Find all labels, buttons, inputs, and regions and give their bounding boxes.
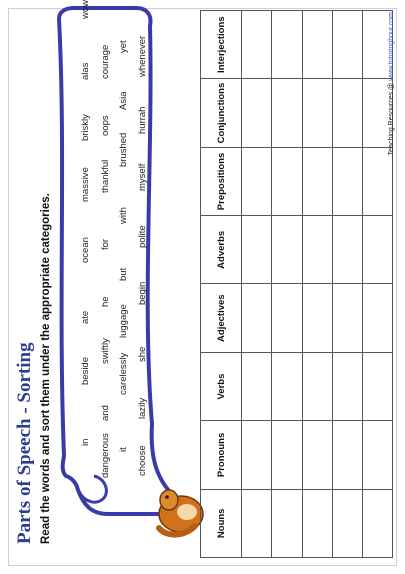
answer-cell[interactable] [332,79,362,147]
word-item: ate [80,310,91,324]
word-item: briskly [80,114,91,141]
answer-cell[interactable] [332,216,362,284]
word-item: ocean [80,237,91,263]
word-item: it [118,447,129,452]
table-header-row [201,11,242,558]
word-item: begin [137,281,148,305]
answer-cell[interactable] [242,147,272,215]
answer-cell[interactable] [332,284,362,352]
word-item: carelessly [118,352,129,395]
column-header: Interjections [201,11,242,79]
answer-cell[interactable] [272,11,302,79]
word-item: swiftly [100,338,111,364]
table-body [242,11,393,558]
word-item: dangerous [100,433,111,478]
word-item: thankful [100,159,111,193]
table-row [302,11,332,558]
footer-link[interactable]: www.tutoringhour.com [388,12,395,81]
answer-cell[interactable] [272,489,302,557]
answer-cell[interactable] [332,147,362,215]
word-item: brushed [118,132,129,167]
word-item: luggage [118,304,129,338]
footer [388,12,395,155]
answer-cell[interactable] [242,284,272,352]
word-item: wow [80,0,91,19]
word-item: beside [80,357,91,385]
answer-cell[interactable] [272,147,302,215]
answer-cell[interactable] [242,11,272,79]
column-header: Verbs [201,352,242,420]
word-item: alas [80,62,91,80]
column-header: Adjectives [201,284,242,352]
answer-cell[interactable] [332,11,362,79]
word-item: Asia [118,91,129,110]
answer-cell[interactable] [302,147,332,215]
sorting-table [200,10,393,558]
answer-cell[interactable] [272,284,302,352]
word-item: massive [80,167,91,202]
word-item: with [118,207,129,224]
answer-cell[interactable] [302,489,332,557]
answer-cell[interactable] [242,421,272,489]
word-item: but [118,267,129,281]
word-item: in [80,438,91,446]
answer-cell[interactable] [302,352,332,420]
answer-cell[interactable] [363,147,393,215]
answer-cell[interactable] [302,284,332,352]
column-header: Conjunctions [201,79,242,147]
word-item: lazily [137,397,148,419]
answer-cell[interactable] [272,421,302,489]
table-row [242,11,272,558]
word-item: choose [137,445,148,476]
column-header: Nouns [201,489,242,557]
footer-label: Teaching Resources @ [388,82,395,156]
answer-cell[interactable] [363,216,393,284]
answer-cell[interactable] [272,79,302,147]
answer-cell[interactable] [272,216,302,284]
answer-cell[interactable] [242,79,272,147]
table-row [332,11,362,558]
answer-cell[interactable] [332,352,362,420]
word-item: yet [118,40,129,53]
column-header: Prepositions [201,147,242,215]
answer-cell[interactable] [302,216,332,284]
word-item: hurrah [137,106,148,134]
instructions-text: Read the words and sort them under the appropriate categories. [40,193,52,544]
answer-cell[interactable] [302,79,332,147]
answer-cell[interactable] [332,489,362,557]
answer-cell[interactable] [272,352,302,420]
table-row [272,11,302,558]
answer-cell[interactable] [363,421,393,489]
word-item: whenever [137,35,148,77]
answer-cell[interactable] [242,216,272,284]
word-item: oops [100,115,111,136]
column-header: Pronouns [201,421,242,489]
word-item: she [137,346,148,362]
word-item: and [100,405,111,421]
word-item: courage [100,44,111,79]
scroll-outline [59,8,176,514]
column-header: Adverbs [201,216,242,284]
answer-cell[interactable] [302,421,332,489]
word-item: myself [137,163,148,191]
answer-cell[interactable] [363,284,393,352]
answer-cell[interactable] [302,11,332,79]
page-title: Parts of Speech - Sorting [14,342,35,544]
word-item: he [100,296,111,307]
word-item: polite [137,225,148,248]
answer-cell[interactable] [242,352,272,420]
word-item: for [100,238,111,250]
answer-cell[interactable] [242,489,272,557]
answer-cell[interactable] [363,489,393,557]
answer-cell[interactable] [332,421,362,489]
answer-cell[interactable] [363,352,393,420]
